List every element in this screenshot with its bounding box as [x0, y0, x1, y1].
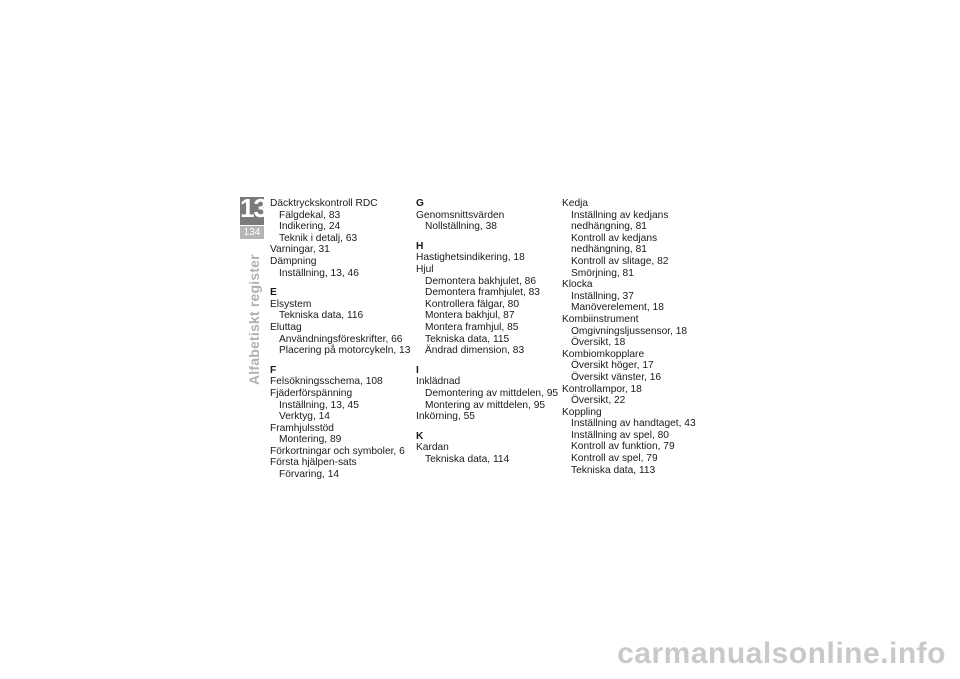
index-subentry: Översikt, 18: [571, 337, 626, 349]
index-subentry: Kontrollera fälgar, 80: [425, 298, 520, 310]
page-number: 134: [240, 226, 264, 239]
index-entry: Dämpning: [270, 255, 317, 267]
index-subentry: Kontroll av funktion, 79: [571, 441, 675, 453]
index-entry: Genomsnittsvärden: [416, 209, 505, 221]
index-subentry: Inställning, 13, 46: [279, 267, 359, 279]
index-subentry: Montera bakhjul, 87: [425, 310, 515, 322]
index-subentry: Ändrad dimension, 83: [425, 345, 525, 357]
index-entry: Koppling: [562, 406, 602, 418]
index-subentry: Manöverelement, 18: [571, 302, 664, 314]
index-subentry: Indikering, 24: [279, 221, 341, 233]
index-subentry: Tekniska data, 114: [425, 453, 510, 465]
index-letter-heading: E: [270, 287, 277, 299]
index-entry: Däcktryckskontroll RDC: [270, 198, 378, 209]
index-subentry: Nollställning, 38: [425, 221, 497, 233]
index-letter-heading: H: [416, 240, 424, 252]
index-entry: Felsökningsschema, 108: [270, 376, 383, 388]
index-subentry: Smörjning, 81: [571, 267, 634, 279]
index-subentry: Kontroll av spel, 79: [571, 453, 658, 465]
index-entry: Kontrollampor, 18: [562, 383, 642, 395]
index-entry: Framhjulsstöd: [270, 422, 334, 434]
index-subentry: Inställning, 13, 45: [279, 399, 359, 411]
index-subentry: Inställning av kedjans: [571, 209, 669, 221]
index-subentry: Verktyg, 14: [279, 411, 330, 423]
index-subentry: Tekniska data, 113: [571, 464, 656, 476]
index-entry: Inklädnad: [416, 376, 461, 388]
index-entry: Varningar, 31: [270, 244, 330, 256]
index-entry: Kombiomkopplare: [562, 348, 645, 360]
index-subentry: Teknik i detalj, 63: [279, 232, 358, 244]
index-entry: Klocka: [562, 279, 593, 291]
index-subentry: Översikt, 22: [571, 395, 626, 407]
index-letter-heading: K: [416, 430, 424, 442]
index-subentry: Tekniska data, 115: [425, 333, 510, 345]
index-subentry: Inställning, 37: [571, 290, 634, 302]
index-entry: Kedja: [562, 198, 589, 209]
index-subentry: Översikt höger, 17: [571, 360, 654, 372]
index-subentry: nedhängning, 81: [571, 244, 647, 256]
chapter-number: 13: [240, 193, 267, 223]
index-entry: Fjäderförspänning: [270, 387, 353, 399]
index-letter-heading: F: [270, 364, 277, 376]
index-letter-heading: G: [416, 198, 424, 209]
index-column-2: [416, 198, 558, 465]
index-subentry: Förvaring, 14: [279, 469, 340, 481]
index-subentry: Demontera bakhjulet, 86: [425, 275, 536, 287]
index-entry: Eluttag: [270, 321, 302, 333]
index-subentry: Montering av mittdelen, 95: [425, 399, 546, 411]
index-subentry: Demontera framhjulet, 83: [425, 287, 540, 299]
index-entry: Kardan: [416, 442, 449, 454]
index-subentry: Kontroll av kedjans: [571, 232, 658, 244]
watermark: carmanualsonline.info: [617, 637, 946, 670]
index-subentry: Inställning av handtaget, 43: [571, 418, 696, 430]
index-subentry: Inställning av spel, 80: [571, 429, 669, 441]
index-entry: Förkortningar och symboler, 6: [270, 445, 405, 457]
index-column-3: [562, 198, 696, 476]
index-subentry: nedhängning, 81: [571, 221, 647, 233]
index-entry: Kombiinstrument: [562, 313, 639, 325]
index-entry: Inkörning, 55: [416, 411, 475, 423]
index-letter-heading: I: [416, 364, 419, 376]
index-subentry: Montera framhjul, 85: [425, 321, 519, 333]
index-entry: Första hjälpen-sats: [270, 457, 357, 469]
index-subentry: Användningsföreskrifter, 66: [279, 333, 403, 345]
section-title: Alfabetiskt register: [246, 254, 262, 385]
index-subentry: Kontroll av slitage, 82: [571, 255, 669, 267]
index-entry: Elsystem: [270, 298, 312, 310]
index-subentry: Omgivningsljussensor, 18: [571, 325, 688, 337]
index-subentry: Placering på motorcykeln, 13: [279, 345, 411, 357]
index-subentry: Demontering av mittdelen, 95: [425, 387, 559, 399]
index-entry: Hjul: [416, 263, 434, 275]
index-entry: Hastighetsindikering, 18: [416, 252, 525, 264]
index-column-1: [270, 198, 410, 481]
index-subentry: Fälgdekal, 83: [279, 209, 341, 221]
index-subentry: Tekniska data, 116: [279, 310, 364, 322]
index-subentry: Montering, 89: [279, 434, 342, 446]
index-subentry: Översikt vänster, 16: [571, 371, 662, 383]
